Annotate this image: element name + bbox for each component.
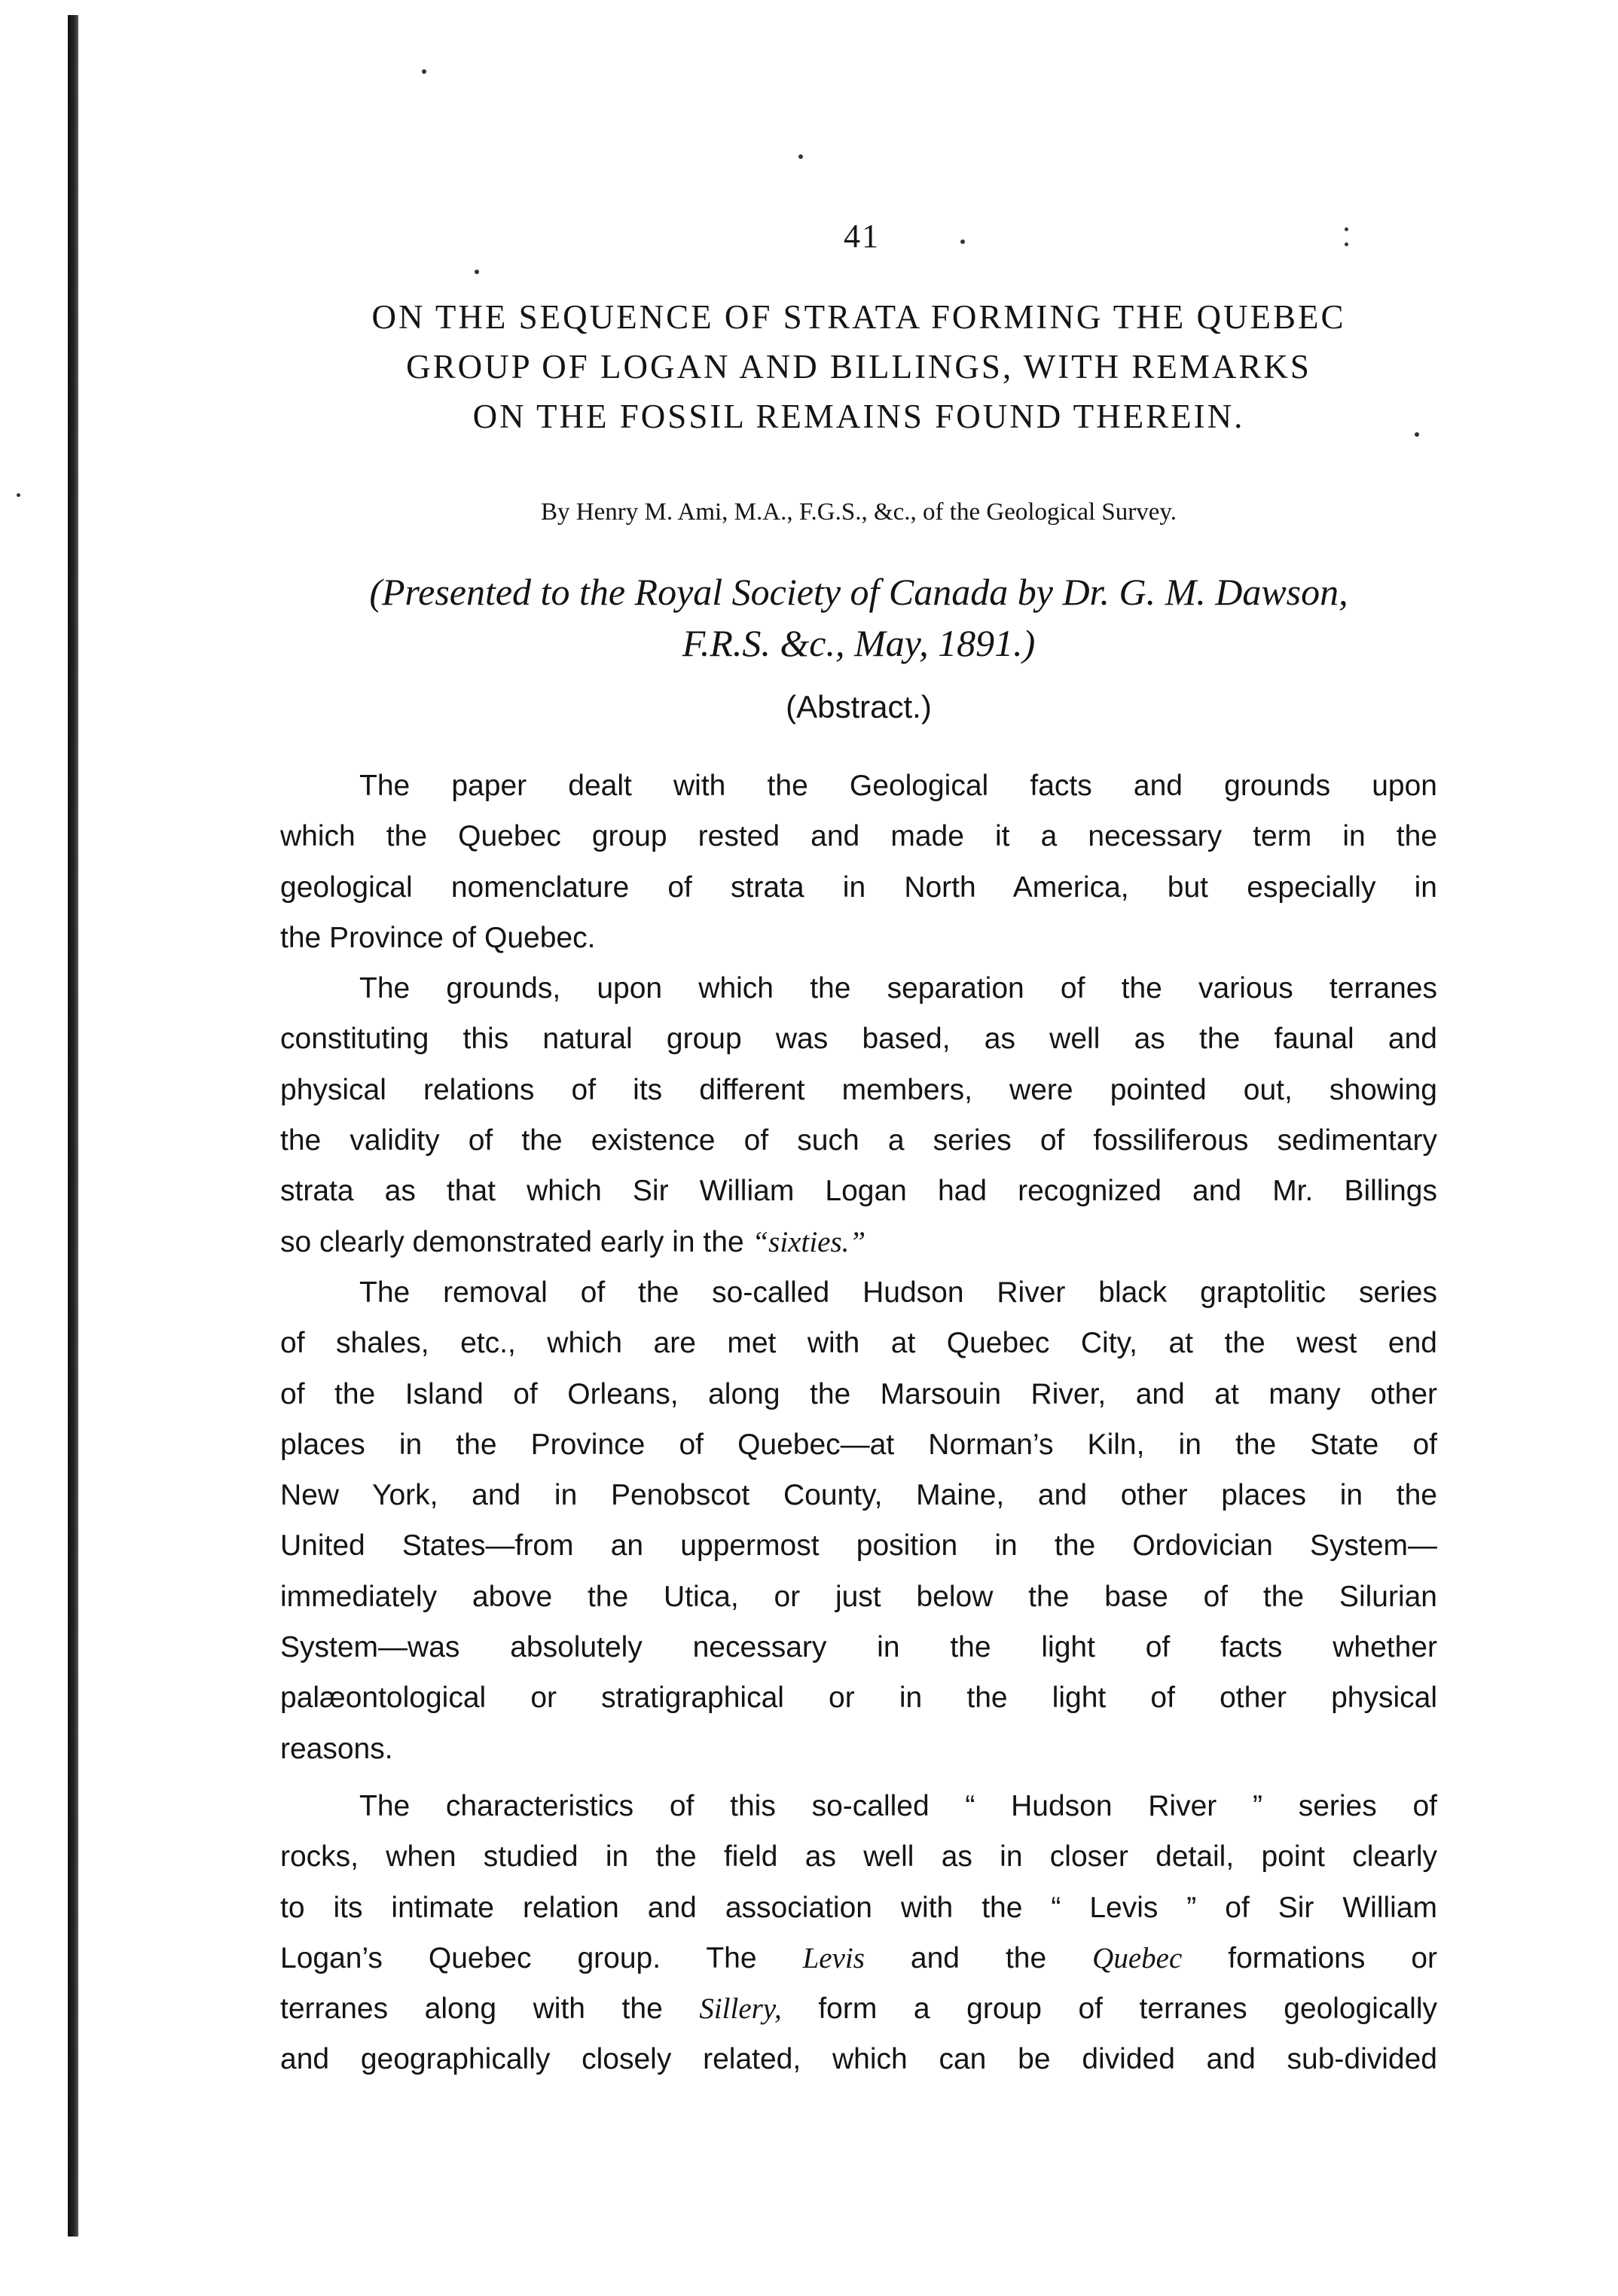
text-line: the Province of Quebec.: [280, 921, 596, 954]
text-line: New York, and in Penobscot County, Maine, and other places in the: [280, 1479, 1437, 1512]
text-line: The grounds, upon which the separation of the various terranes: [359, 972, 1437, 1005]
paragraph: [280, 1267, 1437, 1774]
text-line: strata as that which Sir William Logan had recognized and Mr. Billings: [280, 1175, 1437, 1208]
text-line: [280, 1217, 1437, 1267]
text-line: to its intimate relation and association with the “ Levis ” of Sir William: [280, 1891, 1437, 1924]
italic-term: Levis: [802, 1941, 865, 1974]
text-run: form a group of terranes geologically: [818, 1993, 1437, 2026]
paragraph: [280, 963, 1437, 1267]
text-line: geological nomenclature of strata in North America, but especially in: [280, 871, 1437, 904]
text-line: System—was absolutely necessary in the light of facts whether: [280, 1631, 1437, 1664]
print-speck: [17, 493, 20, 497]
italic-term: Quebec: [1092, 1941, 1183, 1974]
print-speck: [422, 69, 426, 74]
text-line: palæontological or stratigraphical or in the light of other physical: [280, 1682, 1437, 1715]
text-run: formations or: [1228, 1941, 1438, 1974]
text-line: The paper dealt with the Geological facts and grounds upon: [359, 770, 1437, 802]
title-line: ON THE FOSSIL REMAINS FOUND THEREIN.: [472, 398, 1245, 435]
paragraph: [280, 761, 1437, 963]
italic-term: “sixties.”: [752, 1225, 866, 1258]
text-line: which the Quebec group rested and made it a necessary term in the: [280, 820, 1437, 853]
abstract-label: (Abstract.): [786, 689, 932, 724]
text-line: immediately above the Utica, or just below the base of the Silurian: [280, 1580, 1437, 1613]
page-number: 41: [844, 218, 880, 255]
print-speck: [1345, 242, 1348, 246]
print-speck: [1345, 227, 1348, 231]
paragraph: [280, 1781, 1437, 2085]
text-line: the validity of the existence of such a series of fossiliferous sedimentary: [280, 1124, 1437, 1157]
print-speck: [960, 239, 965, 244]
presentation-line: (Presented to the Royal Society of Canada by Dr. G. M. Dawson,: [369, 571, 1348, 613]
text-line: rocks, when studied in the field as well as in closer detail, point clearly: [280, 1840, 1437, 1874]
title-line: ON THE SEQUENCE OF STRATA FORMING THE QUEBEC: [371, 298, 1346, 336]
text-line: The characteristics of this so-called “ Hudson River ” series of: [359, 1789, 1437, 1822]
author-byline: By Henry M. Ami, M.A., F.G.S., &c., of the Geological Survey.: [541, 499, 1177, 526]
text-line: of shales, etc., which are met with at Quebec City, at the west end: [280, 1327, 1437, 1360]
presentation-line: F.R.S. &c., May, 1891.): [682, 622, 1036, 664]
text-run: and the: [910, 1941, 1047, 1974]
title-line: GROUP OF LOGAN AND BILLINGS, WITH REMARKS: [406, 348, 1311, 386]
text-line: [280, 1983, 1437, 2034]
text-line: United States—from an uppermost position in the Ordovician System—: [280, 1529, 1437, 1563]
text-run: terranes along with the: [280, 1993, 663, 2026]
text-line: [280, 1933, 1437, 1983]
text-line: The removal of the so-called Hudson River black graptolitic series: [359, 1276, 1437, 1309]
abstract-body: [280, 761, 1437, 2085]
text-line: physical relations of its different members, were pointed out, showing: [280, 1073, 1437, 1106]
article-title: [249, 292, 1469, 441]
italic-term: Sillery,: [699, 1993, 782, 2026]
text-run: so clearly demonstrated early in the: [280, 1225, 744, 1258]
binding-edge: [68, 15, 78, 2237]
print-speck: [475, 270, 479, 274]
text-line: constituting this natural group was based, as well as the faunal and: [280, 1023, 1437, 1056]
text-line: and geographically closely related, which can be divided and sub-divided: [280, 2043, 1437, 2076]
text-run: Logan’s Quebec group. The: [280, 1941, 757, 1974]
print-speck: [798, 154, 803, 159]
text-line: reasons.: [280, 1732, 393, 1765]
text-line: of the Island of Orleans, along the Marsouin River, and at many other: [280, 1377, 1437, 1410]
text-line: places in the Province of Quebec—at Norman’s Kiln, in the State of: [280, 1428, 1437, 1461]
presentation-note: [249, 566, 1469, 669]
